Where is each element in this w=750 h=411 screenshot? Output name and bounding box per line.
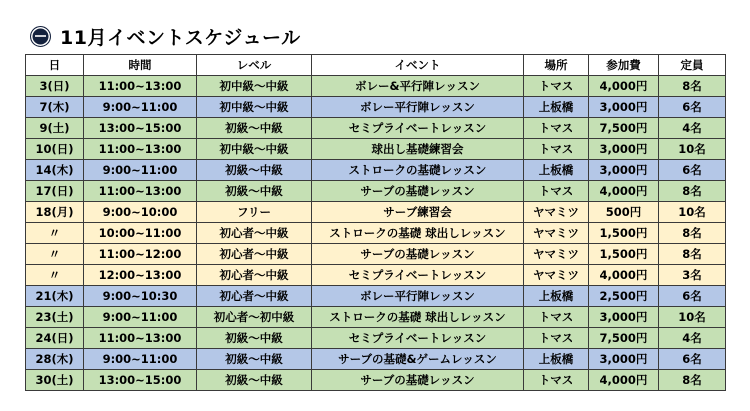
cell-capacity: 4名 [659,328,726,349]
cell-place: 上板橋 [524,97,589,118]
table-row [26,307,726,328]
table-row [26,160,726,181]
cell-level: 初級～中級 [197,118,312,139]
cell-time: 11:00~12:00 [84,244,197,265]
cell-place: トマス [524,307,589,328]
cell-day: 23(土) [26,307,84,328]
table-header-row [26,55,726,76]
cell-day: 10(日) [26,139,84,160]
cell-event: サーブの基礎レッスン [312,181,524,202]
cell-capacity: 10名 [659,307,726,328]
table-row [26,328,726,349]
cell-day: 21(木) [26,286,84,307]
cell-fee: 7,500円 [589,118,659,139]
cell-fee: 1,500円 [589,223,659,244]
cell-place: ヤマミツ [524,244,589,265]
cell-capacity: 4名 [659,118,726,139]
cell-event: ストロークの基礎 球出しレッスン [312,223,524,244]
cell-place: ヤマミツ [524,265,589,286]
page-title: 11月イベントスケジュール [60,26,301,49]
club-logo-icon [30,26,51,47]
cell-capacity: 10名 [659,202,726,223]
cell-event: ストロークの基礎 球出しレッスン [312,307,524,328]
cell-place: トマス [524,328,589,349]
header-place: 場所 [524,55,589,76]
cell-time: 11:00~13:00 [84,76,197,97]
cell-capacity: 6名 [659,349,726,370]
cell-time: 10:00~11:00 [84,223,197,244]
cell-place: 上板橋 [524,349,589,370]
table-row [26,349,726,370]
table-row [26,286,726,307]
cell-fee: 3,000円 [589,160,659,181]
cell-capacity: 6名 [659,286,726,307]
cell-level: フリー [197,202,312,223]
cell-event: セミプライベートレッスン [312,118,524,139]
cell-event: セミプライベートレッスン [312,328,524,349]
table-row [26,118,726,139]
cell-time: 9:00~11:00 [84,349,197,370]
cell-day: 3(日) [26,76,84,97]
cell-level: 初中級～中級 [197,97,312,118]
cell-event: ボレー&平行陣レッスン [312,76,524,97]
cell-fee: 3,000円 [589,349,659,370]
table-row [26,76,726,97]
table-row [26,265,726,286]
cell-place: ヤマミツ [524,223,589,244]
cell-capacity: 10名 [659,139,726,160]
cell-fee: 3,000円 [589,97,659,118]
cell-place: ヤマミツ [524,202,589,223]
cell-place: トマス [524,370,589,391]
cell-day: 〃 [26,244,84,265]
cell-event: サーブの基礎&ゲームレッスン [312,349,524,370]
cell-day: 28(木) [26,349,84,370]
cell-time: 9:00~11:00 [84,97,197,118]
cell-capacity: 3名 [659,265,726,286]
cell-level: 初級～中級 [197,181,312,202]
cell-level: 初中級～中級 [197,139,312,160]
cell-day: 17(日) [26,181,84,202]
cell-fee: 4,000円 [589,76,659,97]
cell-level: 初心者～中級 [197,265,312,286]
cell-event: ボレー平行陣レッスン [312,286,524,307]
page-header [30,22,301,50]
cell-event: ボレー平行陣レッスン [312,97,524,118]
cell-place: トマス [524,139,589,160]
cell-level: 初級～中級 [197,349,312,370]
cell-level: 初級～中級 [197,328,312,349]
cell-capacity: 8名 [659,370,726,391]
cell-capacity: 8名 [659,76,726,97]
cell-level: 初級～中級 [197,160,312,181]
cell-day: 24(日) [26,328,84,349]
cell-fee: 3,000円 [589,139,659,160]
cell-place: 上板橋 [524,286,589,307]
cell-day: 30(土) [26,370,84,391]
cell-fee: 2,500円 [589,286,659,307]
cell-place: トマス [524,76,589,97]
cell-fee: 500円 [589,202,659,223]
cell-day: 7(木) [26,97,84,118]
cell-level: 初級～中級 [197,370,312,391]
cell-time: 9:00~11:00 [84,307,197,328]
table-row [26,139,726,160]
cell-time: 9:00~11:00 [84,160,197,181]
header-capacity: 定員 [659,55,726,76]
cell-level: 初心者～中級 [197,244,312,265]
cell-event: ストロークの基礎レッスン [312,160,524,181]
cell-time: 11:00~13:00 [84,139,197,160]
table-row [26,370,726,391]
cell-place: 上板橋 [524,160,589,181]
cell-event: サーブ練習会 [312,202,524,223]
table-row [26,181,726,202]
cell-level: 初中級～中級 [197,76,312,97]
cell-level: 初心者～中級 [197,286,312,307]
table-body [26,76,726,391]
cell-level: 初心者～中級 [197,223,312,244]
table-row [26,97,726,118]
cell-day: 9(土) [26,118,84,139]
table-row [26,223,726,244]
header-day: 日 [26,55,84,76]
cell-place: トマス [524,118,589,139]
cell-day: 14(木) [26,160,84,181]
cell-time: 13:00~15:00 [84,118,197,139]
cell-place: トマス [524,181,589,202]
cell-capacity: 8名 [659,223,726,244]
cell-event: 球出し基礎練習会 [312,139,524,160]
cell-time: 13:00~15:00 [84,370,197,391]
cell-time: 9:00~10:30 [84,286,197,307]
cell-time: 12:00~13:00 [84,265,197,286]
header-fee: 参加費 [589,55,659,76]
table-row [26,202,726,223]
table-row [26,244,726,265]
event-schedule-table [25,54,726,391]
cell-event: セミプライベートレッスン [312,265,524,286]
cell-capacity: 8名 [659,244,726,265]
cell-day: 18(月) [26,202,84,223]
cell-capacity: 6名 [659,160,726,181]
cell-day: 〃 [26,265,84,286]
cell-fee: 4,000円 [589,370,659,391]
cell-event: サーブの基礎レッスン [312,244,524,265]
header-event: イベント [312,55,524,76]
cell-time: 11:00~13:00 [84,181,197,202]
cell-fee: 3,000円 [589,307,659,328]
cell-fee: 1,500円 [589,244,659,265]
header-time: 時間 [84,55,197,76]
cell-event: サーブの基礎レッスン [312,370,524,391]
header-level: レベル [197,55,312,76]
cell-capacity: 6名 [659,97,726,118]
cell-fee: 4,000円 [589,265,659,286]
cell-level: 初心者～初中級 [197,307,312,328]
cell-day: 〃 [26,223,84,244]
cell-fee: 4,000円 [589,181,659,202]
cell-capacity: 8名 [659,181,726,202]
cell-time: 9:00~10:00 [84,202,197,223]
cell-fee: 7,500円 [589,328,659,349]
cell-time: 11:00~13:00 [84,328,197,349]
